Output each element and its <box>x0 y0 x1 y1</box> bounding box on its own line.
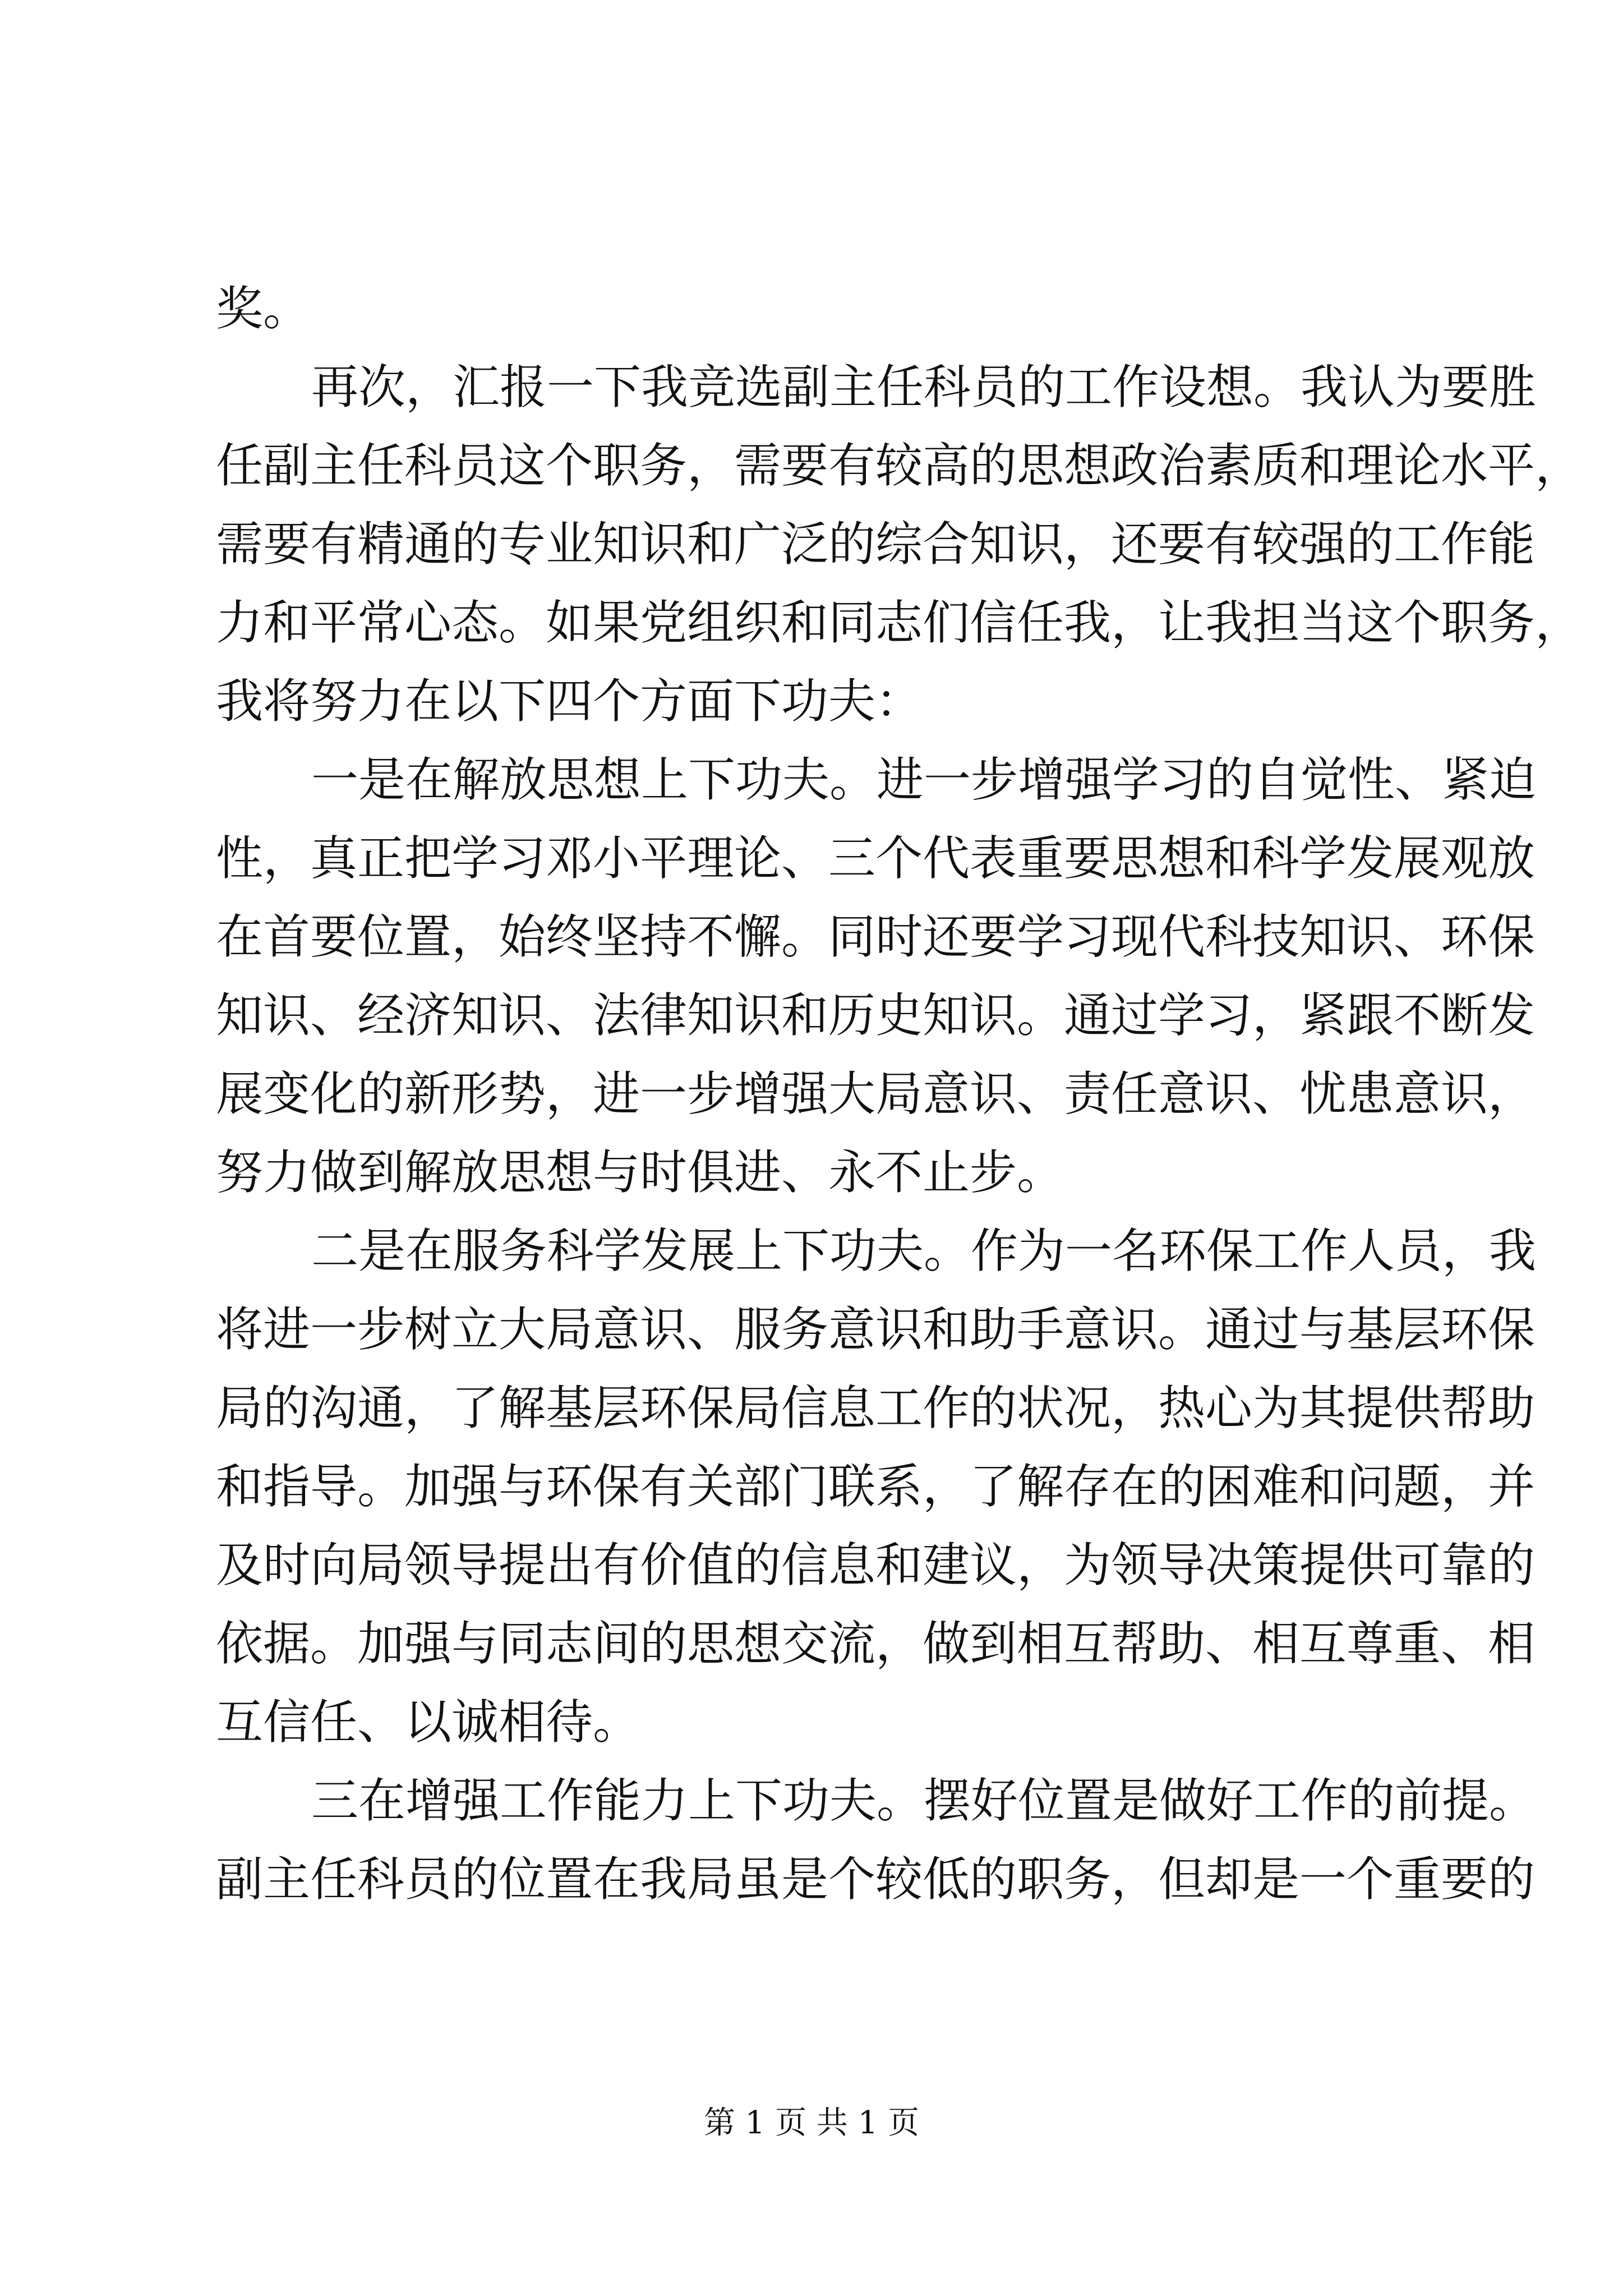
text-line-16: 和指导。加强与环保有关部门联系，了解存在的困难和问题，并 <box>216 1459 1536 1514</box>
text-line-21: 副主任科员的位置在我局虽是个较低的职务，但却是一个重要的 <box>216 1852 1536 1907</box>
document-body <box>216 269 1583 1918</box>
text-line-14: 将进一步树立大局意识、服务意识和助手意识。通过与基层环保 <box>216 1302 1536 1357</box>
text-line-13: 二是在服务科学发展上下功夫。作为一名环保工作人员，我 <box>311 1223 1537 1278</box>
page-footer <box>0 2104 1623 2143</box>
text-line-19: 互信任、以诚相待。 <box>216 1695 640 1750</box>
text-line-9: 在首要位置，始终坚持不懈。同时还要学习现代科技知识、环保 <box>216 909 1536 964</box>
text-line-4: 需要有精通的专业知识和广泛的综合知识，还要有较强的工作能 <box>216 517 1536 572</box>
text-line-12: 努力做到解放思想与时俱进、永不止步。 <box>216 1145 1064 1200</box>
text-line-3: 任副主任科员这个职务，需要有较高的思想政治素质和理论水平， <box>216 438 1583 493</box>
text-line-10: 知识、经济知识、法律知识和历史知识。通过学习，紧跟不断发 <box>216 988 1536 1043</box>
text-line-8: 性，真正把学习邓小平理论、三个代表重要思想和科学发展观放 <box>216 831 1536 886</box>
text-line-7: 一是在解放思想上下功夫。进一步增强学习的自觉性、紧迫 <box>311 752 1537 807</box>
text-line-15: 局的沟通，了解基层环保局信息工作的状况，热心为其提供帮助 <box>216 1381 1536 1435</box>
text-line-6: 我将努力在以下四个方面下功夫： <box>216 674 923 729</box>
text-line-17: 及时向局领导提出有价值的信息和建议，为领导决策提供可靠的 <box>216 1538 1536 1593</box>
text-line-5: 力和平常心态。如果党组织和同志们信任我，让我担当这个职务， <box>216 595 1583 650</box>
text-line-20: 三在增强工作能力上下功夫。摆好位置是做好工作的前提。 <box>311 1773 1537 1828</box>
page-number-label: 第 1 页 共 1 页 <box>703 2105 920 2141</box>
text-line-2: 再次，汇报一下我竞选副主任科员的工作设想。我认为要胜 <box>311 360 1537 415</box>
text-line-18: 依据。加强与同志间的思想交流，做到相互帮助、相互尊重、相 <box>216 1616 1536 1671</box>
text-line-11: 展变化的新形势，进一步增强大局意识、责任意识、忧患意识， <box>216 1066 1536 1121</box>
text-line-1: 奖。 <box>216 281 311 336</box>
